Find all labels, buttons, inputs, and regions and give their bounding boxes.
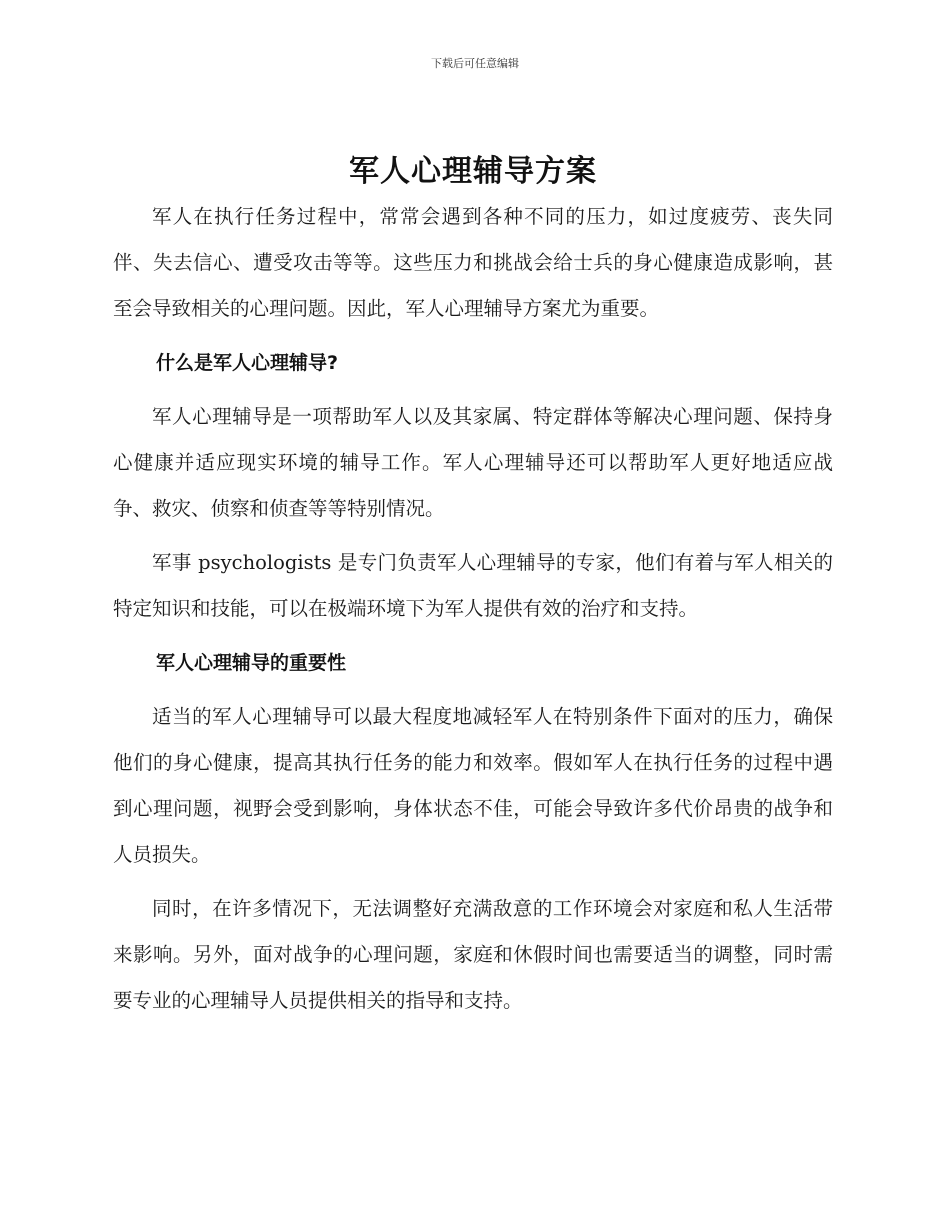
section2-paragraph-2: 同时，在许多情况下，无法调整好充满敌意的工作环境会对家庭和私人生活带来影响。另外，面对战争的心理问题，家庭和休假时间也需要适当的调整，同时需要专业的心理辅导人员提供相关的指导和支持。 [113,897,833,1012]
document-title: 军人心理辅导方案 [349,154,597,189]
intro-paragraph: 军人在执行任务过程中，常常会遇到各种不同的压力，如过度疲劳、丧失同伴、失去信心、遭受攻击等等。这些压力和挑战会给士兵的身心健康造成影响，甚至会导致相关的心理问题。因此，军人心理辅导方案尤为重要。 [113,205,833,320]
section-heading-what-is: 什么是军人心理辅导? [156,352,339,374]
page-header: 下载后可任意编辑 [431,57,519,70]
section1-paragraph-2: 军事 psychologists 是专门负责军人心理辅导的专家，他们有着与军人相关的特定知识和技能，可以在极端环境下为军人提供有效的治疗和支持。 [113,551,833,620]
section2-paragraph-1: 适当的军人心理辅导可以最大程度地减轻军人在特别条件下面对的压力，确保他们的身心健康，提高其执行任务的能力和效率。假如军人在执行任务的过程中遇到心理问题，视野会受到影响，身体状态不佳，可能会导致许多代价昂贵的战争和人员损失。 [113,705,833,866]
section-heading-importance: 军人心理辅导的重要性 [156,652,347,674]
document-body [113,150,833,1024]
section1-paragraph-1: 军人心理辅导是一项帮助军人以及其家属、特定群体等解决心理问题、保持身心健康并适应现实环境的辅导工作。军人心理辅导还可以帮助军人更好地适应战争、救灾、侦察和侦查等等特别情况。 [113,405,833,520]
